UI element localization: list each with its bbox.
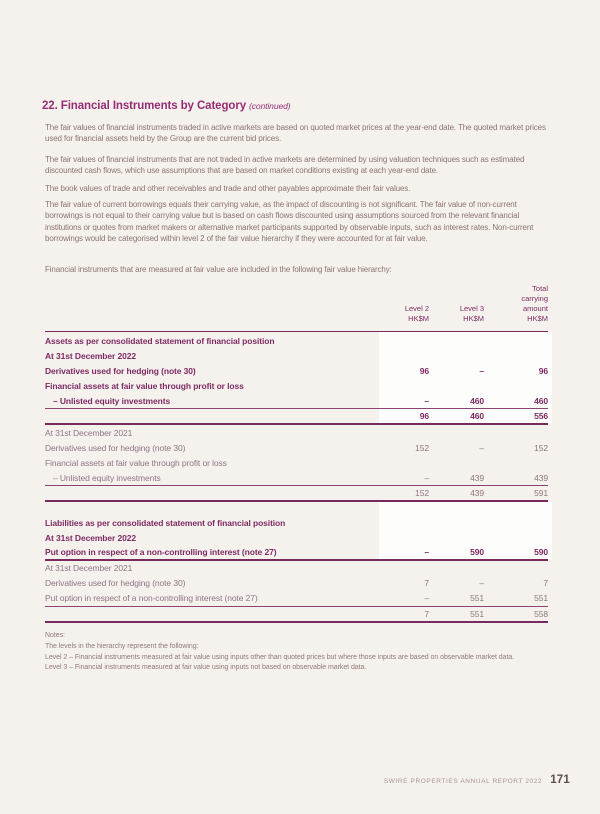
section-heading-title: 22. Financial Instruments by Category [42, 100, 246, 112]
row-value-level2: – [424, 395, 429, 406]
column-header-total-line3: amount [522, 304, 548, 313]
column-header-level3-line2: HK$M [463, 314, 484, 323]
table-row-put-option-2021 [45, 591, 548, 606]
column-header-total-line4: HK$M [527, 314, 548, 323]
row-value-total: 591 [534, 488, 548, 498]
row-value-level2: – [424, 472, 429, 483]
fair-value-table [45, 333, 548, 623]
row-value-total: 96 [538, 365, 548, 376]
table-row-derivatives-2022 [45, 363, 548, 378]
page-number: 171 [550, 774, 570, 786]
column-header-level3 [429, 304, 484, 324]
notes-title: Notes: [45, 632, 65, 639]
row-value-level2: 7 [424, 608, 429, 619]
column-header-level2-line1: Level 2 [404, 304, 429, 313]
paragraph-book-values: The book values of trade and other receivables and trade and other payables approximate their fair values. [45, 184, 411, 193]
column-header-level3-line1: Level 3 [459, 304, 484, 313]
row-value-level2: 152 [415, 488, 429, 498]
row-value-total: 590 [534, 547, 548, 557]
row-label: Financial assets at fair value through profit or loss [45, 457, 227, 468]
table-end-rule [45, 621, 548, 623]
paragraph-valuation-techniques: The fair values of financial instruments that are not traded in active markets are determined by using valuation techniques such as estimated discounted cash flows, which use assumptions that are based on market conditions existing at each year-end date. [45, 155, 525, 176]
row-value-level2: 96 [419, 411, 429, 421]
table-row-liab-date-2022 [45, 530, 548, 545]
column-header-total-line2: carrying [521, 294, 548, 303]
row-value-level3: 439 [470, 472, 484, 483]
row-value-level3: 460 [470, 395, 484, 406]
table-notes [45, 631, 525, 674]
table-row-liabilities-heading [45, 515, 548, 530]
row-value-level3: – [479, 578, 484, 588]
table-row-assets-heading [45, 333, 548, 348]
table-section-gap [45, 502, 548, 515]
report-name: SWIRE PROPERTIES ANNUAL REPORT 2022 [383, 778, 543, 785]
table-row-fvtpl-2022 [45, 378, 548, 393]
table-row-assets-total-2021 [45, 486, 548, 500]
table-row-liab-derivatives-2021 [45, 576, 548, 591]
paragraph-hierarchy-intro: Financial instruments that are measured at fair value are included in the following fair value hierarchy: [45, 265, 392, 274]
table-row-liab-date-2021 [45, 561, 548, 576]
table-row-date-2021 [45, 425, 548, 440]
row-value-total: 556 [534, 411, 548, 421]
table-row-date-2022 [45, 348, 548, 363]
paragraph-borrowings: The fair value of current borrowings equals their carrying value, as the impact of discounting is not significant. The fair value of non-current borrowings is not equal to their carrying value but is based on cash flows discounted using assumptions sourced from the relevant financial institutions or quotes from market makers or alternative market participants supported by observable inputs, such as interest rates. Non-current borrowings would be categorised within level 2 of the fair value hierarchy if they were accounted for at fair value. [45, 200, 534, 244]
row-label: Put option in respect of a non-controlling interest (note 27) [45, 593, 258, 603]
table-column-headers [45, 284, 548, 324]
row-value-level3: – [479, 365, 484, 376]
column-header-level2-line2: HK$M [408, 314, 429, 323]
row-label: Derivatives used for hedging (note 30) [45, 365, 196, 376]
table-header-rule [45, 331, 548, 332]
table-row-assets-total-2022 [45, 409, 548, 423]
notes-level3-definition: Level 3 – Financial instruments measured at fair value using inputs not based on observable market data. [45, 664, 367, 672]
row-label: At 31st December 2022 [45, 350, 136, 361]
row-value-level2: 96 [419, 365, 429, 376]
row-value-total: 551 [534, 593, 548, 603]
row-value-total: 460 [534, 395, 548, 406]
paragraph-quoted-prices: The fair values of financial instruments traded in active markets are based on quoted market prices at the year-end date. The quoted market prices used for financial assets held by the Group are the current bid prices. [45, 123, 546, 144]
table-row-put-option-2022 [45, 545, 548, 559]
row-value-total: 558 [534, 608, 548, 619]
table-row-unlisted-2021 [45, 470, 548, 485]
row-label: – Unlisted equity investments [53, 395, 171, 406]
row-label: Derivatives used for hedging (note 30) [45, 442, 186, 453]
row-value-total: 439 [534, 472, 548, 483]
section-heading [42, 100, 290, 112]
row-label: Financial assets at fair value through profit or loss [45, 380, 244, 391]
row-label: Liabilities as per consolidated statement of financial position [45, 517, 286, 528]
row-value-level3: 590 [470, 547, 484, 557]
row-value-level3: – [479, 442, 484, 453]
section-heading-continued: (continued) [249, 101, 291, 111]
row-label: At 31st December 2021 [45, 563, 133, 573]
row-value-level2: – [424, 547, 429, 557]
table-row-liabilities-total-2021 [45, 607, 548, 621]
column-header-total-line1: Total [532, 284, 548, 293]
notes-level2-definition: Level 2 – Financial instruments measured at fair value using inputs other than quoted prices but where those inputs are based on observable market data. [45, 653, 515, 661]
row-value-total: 7 [543, 578, 548, 588]
table-row-fvtpl-2021 [45, 455, 548, 470]
row-value-level2: 7 [424, 578, 429, 588]
row-label: Derivatives used for hedging (note 30) [45, 578, 186, 588]
notes-intro: The levels in the hierarchy represent the following: [45, 642, 199, 650]
row-value-level2: 152 [415, 442, 429, 453]
row-label: Assets as per consolidated statement of financial position [45, 335, 275, 346]
row-label: Put option in respect of a non-controlling interest (note 27) [45, 547, 277, 557]
row-value-level2: – [424, 593, 429, 603]
row-label: At 31st December 2021 [45, 427, 133, 438]
row-value-level3: 551 [470, 608, 484, 619]
row-value-level3: 551 [470, 593, 484, 603]
column-header-level2 [369, 304, 429, 324]
table-row-unlisted-2022 [45, 393, 548, 408]
row-value-level3: 439 [470, 488, 484, 498]
row-value-total: 152 [534, 442, 548, 453]
row-value-level3: 460 [470, 411, 484, 421]
row-label: At 31st December 2022 [45, 532, 136, 543]
table-row-derivatives-2021 [45, 440, 548, 455]
page-footer [384, 774, 570, 786]
row-label: – Unlisted equity investments [53, 472, 161, 483]
column-header-total [484, 284, 548, 324]
